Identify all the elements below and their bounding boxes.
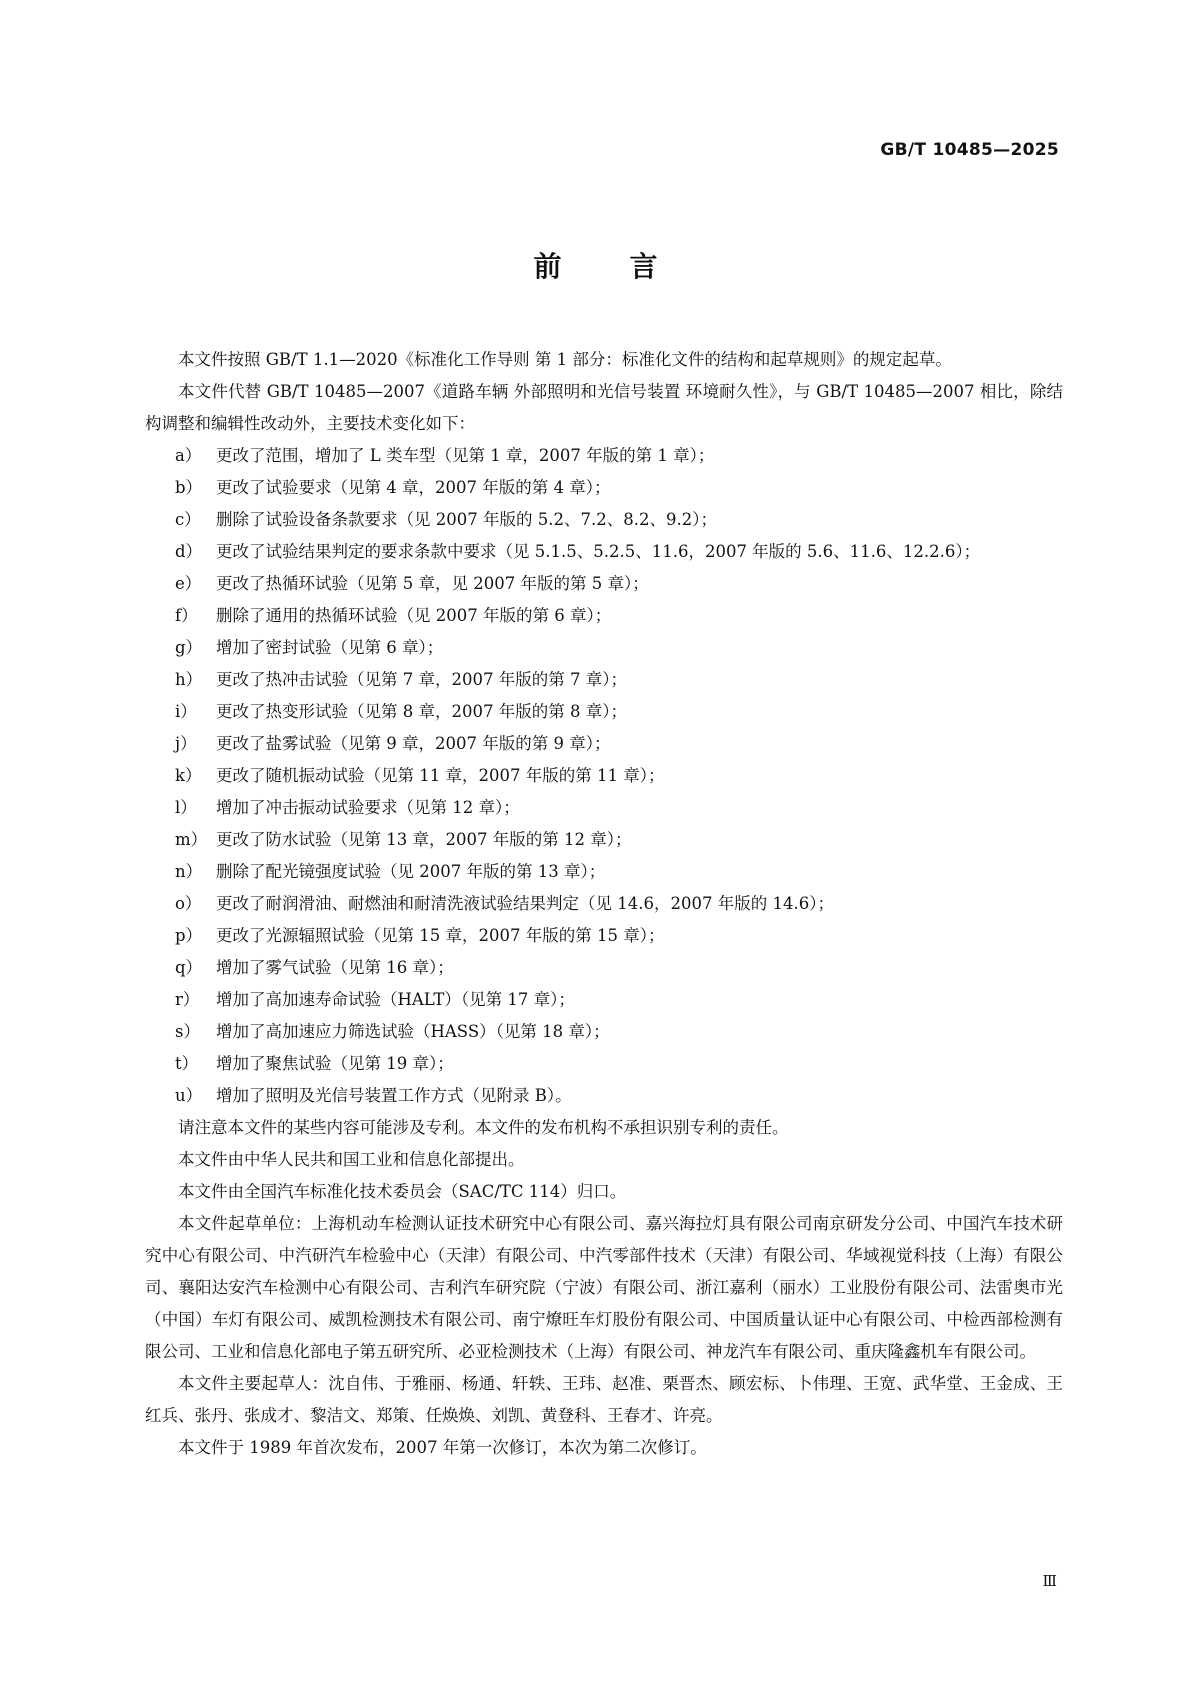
list-marker: b） [175, 478, 203, 497]
list-marker: g） [175, 638, 203, 657]
list-text: 更改了热冲击试验（见第 7 章，2007 年版的第 7 章）； [216, 670, 627, 689]
list-marker: a） [175, 446, 202, 465]
list-text: 更改了热变形试验（见第 8 章，2007 年版的第 8 章）； [216, 702, 627, 721]
list-marker: j） [175, 734, 197, 753]
list-marker: d） [175, 542, 203, 561]
proposer-paragraph: 本文件由中华人民共和国工业和信息化部提出。 [178, 1150, 525, 1169]
list-item [145, 504, 1063, 536]
list-marker: l） [175, 798, 197, 817]
list-text: 更改了盐雾试验（见第 9 章，2007 年版的第 9 章）； [216, 734, 611, 753]
list-item [145, 632, 1063, 664]
list-text: 增加了高加速寿命试验（HALT）（见第 17 章）； [216, 990, 575, 1009]
standard-number: GB/T 10485—2025 [880, 140, 1059, 160]
list-text: 更改了防水试验（见第 13 章，2007 年版的第 12 章）； [216, 830, 632, 849]
page-number: Ⅲ [1042, 1572, 1057, 1590]
list-text: 删除了配光镜强度试验（见 2007 年版的第 13 章）； [216, 862, 606, 881]
history-paragraph: 本文件于 1989 年首次发布，2007 年第一次修订，本次为第二次修订。 [178, 1438, 707, 1457]
list-marker: o） [175, 894, 202, 913]
section-title: 前言 [533, 250, 726, 283]
list-item [145, 760, 1063, 792]
list-marker: f） [175, 606, 198, 625]
list-text: 增加了密封试验（见第 6 章）； [216, 638, 444, 657]
list-item [145, 920, 1063, 952]
list-text: 增加了高加速应力筛选试验（HASS）（见第 18 章）； [216, 1022, 610, 1041]
list-text: 更改了试验结果判定的要求条款中要求（见 5.1.5、5.2.5、11.6，2007 年版的 5.6、11.6、12.2.6）； [216, 542, 981, 561]
list-text: 更改了范围，增加了 L 类车型（见第 1 章，2007 年版的第 1 章）； [216, 446, 715, 465]
list-item [145, 952, 1063, 984]
list-text: 增加了照明及光信号装置工作方式（见附录 B）。 [216, 1086, 572, 1105]
list-item [145, 792, 1063, 824]
list-marker: p） [175, 926, 203, 945]
list-marker: m） [175, 830, 208, 849]
list-text: 增加了雾气试验（见第 16 章）； [216, 958, 454, 977]
list-item [145, 856, 1063, 888]
list-marker: u） [175, 1086, 203, 1105]
list-item [145, 1048, 1063, 1080]
list-text: 更改了试验要求（见第 4 章，2007 年版的第 4 章）； [216, 478, 611, 497]
list-item [145, 984, 1063, 1016]
list-item [145, 1016, 1063, 1048]
centralized-paragraph: 本文件由全国汽车标准化技术委员会（SAC/TC 114）归口。 [178, 1182, 627, 1201]
list-item [145, 568, 1063, 600]
drafters-paragraph: 本文件主要起草人：沈自伟、于雅丽、杨通、轩轶、王玮、赵准、栗晋杰、顾宏标、卜伟理、王宽、武华堂、王金成、王红兵、张丹、张成才、黎洁文、郑策、任焕焕、刘凯、黄登科、王春才、许亮。 [145, 1374, 1063, 1425]
list-marker: k） [175, 766, 202, 785]
list-item [145, 472, 1063, 504]
list-marker: s） [175, 1022, 200, 1041]
list-text: 更改了耐润滑油、耐燃油和耐清洗液试验结果判定（见 14.6，2007 年版的 14.6）； [216, 894, 834, 913]
list-marker: h） [175, 670, 203, 689]
intro-paragraph-replacement: 本文件代替 GB/T 10485—2007《道路车辆 外部照明和光信号装置 环境耐久性》，与 GB/T 10485—2007 相比，除结构调整和编辑性改动外，主要技术变化如下： [145, 382, 1063, 433]
list-marker: e） [175, 574, 202, 593]
list-marker: n） [175, 862, 203, 881]
list-text: 增加了聚焦试验（见第 19 章）； [216, 1054, 454, 1073]
list-text: 更改了光源辐照试验（见第 15 章，2007 年版的第 15 章）； [216, 926, 665, 945]
list-item [145, 728, 1063, 760]
intro-paragraph-basis: 本文件按照 GB/T 1.1—2020《标准化工作导则 第 1 部分：标准化文件的结构和起草规则》的规定起草。 [178, 350, 952, 369]
foreword-body [145, 344, 1063, 1464]
list-text: 删除了通用的热循环试验（见 2007 年版的第 6 章）； [216, 606, 612, 625]
list-text: 更改了随机振动试验（见第 11 章，2007 年版的第 11 章）； [216, 766, 665, 785]
list-item [145, 536, 1063, 568]
drafting-units-paragraph: 本文件起草单位：上海机动车检测认证技术研究中心有限公司、嘉兴海拉灯具有限公司南京研发分公司、中国汽车技术研究中心有限公司、中汽研汽车检验中心（天津）有限公司、中汽零部件技术（天津）有限公司、华域视觉科技（上海）有限公司、襄阳达安汽车检测中心有限公司、吉利汽车研究院（宁波）有限公司、浙江嘉利（丽水）工业股份有限公司、法雷奥市光（中国）车灯有限公司、威凯检测技术有限公司、南宁燎旺车灯股份有限公司、中国质量认证中心有限公司、中检西部检测有限公司、工业和信息化部电子第五研究所、必亚检测技术（上海）有限公司、神龙汽车有限公司、重庆隆鑫机车有限公司。 [145, 1214, 1063, 1361]
list-text: 增加了冲击振动试验要求（见第 12 章）； [216, 798, 520, 817]
list-item [145, 888, 1063, 920]
patent-notice: 请注意本文件的某些内容可能涉及专利。本文件的发布机构不承担识别专利的责任。 [178, 1118, 789, 1137]
changes-list [145, 440, 1063, 1112]
list-item [145, 824, 1063, 856]
list-item [145, 1080, 1063, 1112]
list-marker: r） [175, 990, 200, 1009]
list-item [145, 696, 1063, 728]
list-marker: q） [175, 958, 203, 977]
list-marker: i） [175, 702, 197, 721]
list-item [145, 440, 1063, 472]
list-item [145, 600, 1063, 632]
list-item [145, 664, 1063, 696]
list-marker: t） [175, 1054, 199, 1073]
list-text: 删除了试验设备条款要求（见 2007 年版的 5.2、7.2、8.2、9.2）； [216, 510, 717, 529]
list-marker: c） [175, 510, 201, 529]
list-text: 更改了热循环试验（见第 5 章，见 2007 年版的第 5 章）； [216, 574, 649, 593]
